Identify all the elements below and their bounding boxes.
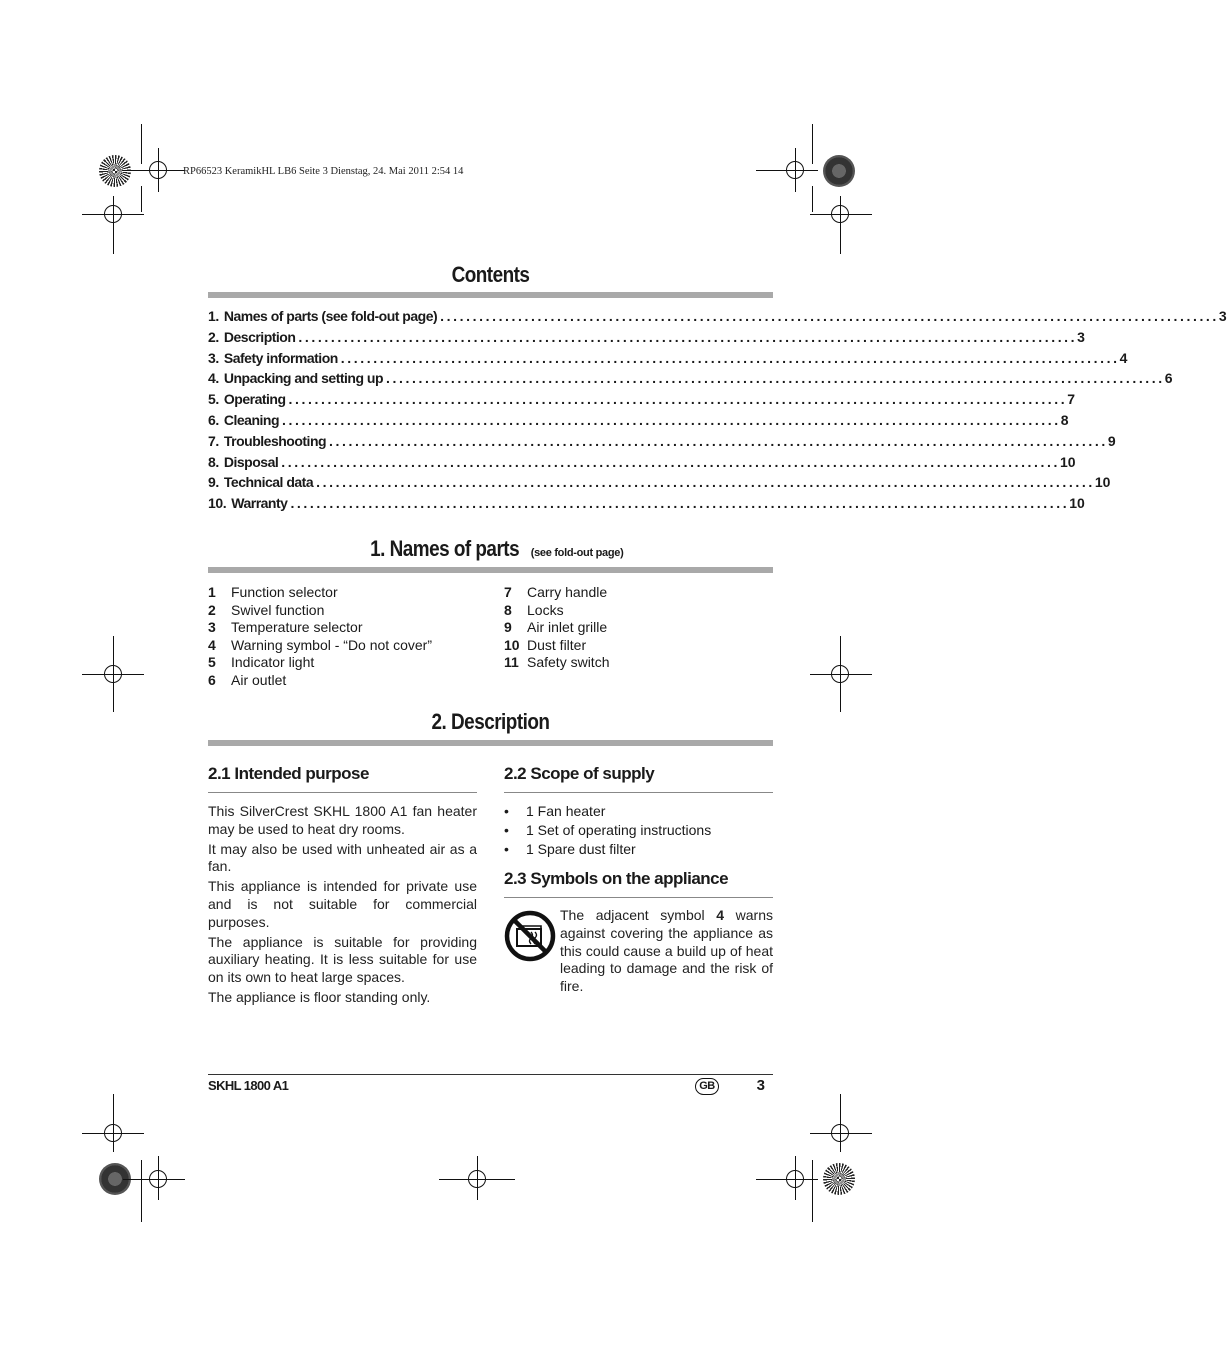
names-of-parts-title: 1. Names of parts xyxy=(369,536,519,561)
intended-purpose-paragraph: This appliance is intended for private use and is not suitable for commercial purposes. xyxy=(208,878,477,930)
part-number: 5 xyxy=(208,654,216,671)
toc-entry-title: Troubleshooting xyxy=(223,432,327,449)
part-number: 10 xyxy=(504,636,520,653)
scope-of-supply-item-label: 1 Set of operating instructions xyxy=(526,822,712,838)
toc-entry[interactable] xyxy=(208,328,1085,350)
symbols-text-start: The adjacent symbol xyxy=(560,907,717,923)
toc-entry-leader: ........................................................................................................................ xyxy=(316,474,1095,491)
symbol-number: 4 xyxy=(716,907,725,923)
toc-entry-number: 3. xyxy=(208,349,219,366)
part-number: 9 xyxy=(504,619,512,636)
toc-entry-page: 8 xyxy=(1060,411,1069,428)
registration-disc-icon xyxy=(823,155,855,187)
intended-purpose-paragraph: The appliance is floor standing only. xyxy=(208,988,431,1005)
scope-of-supply-item xyxy=(504,840,773,859)
toc-entry[interactable] xyxy=(208,411,1069,433)
table-of-contents xyxy=(208,308,1227,516)
parts-list-item xyxy=(208,619,488,637)
symbols-heading: 2.3 Symbols on the appliance xyxy=(504,869,729,888)
scope-of-supply-list xyxy=(504,802,773,859)
parts-list-item xyxy=(504,584,774,602)
toc-entry-leader: ........................................................................................................................ xyxy=(340,349,1120,366)
part-number: 3 xyxy=(208,619,216,636)
toc-entry-page: 3 xyxy=(1218,308,1227,324)
names-of-parts-heading xyxy=(208,536,773,562)
toc-entry[interactable] xyxy=(208,308,1227,329)
toc-entry-page: 7 xyxy=(1067,391,1076,408)
symbols-text xyxy=(560,907,773,996)
contents-divider xyxy=(208,292,773,298)
toc-entry-number: 10. xyxy=(208,495,227,512)
part-number: 11 xyxy=(504,654,519,671)
print-info-line: RP66523 KeramikHL LB6 Seite 3 Dienstag, 24. Mai 2011 2:54 14 xyxy=(183,166,464,177)
parts-list-right xyxy=(504,584,774,672)
toc-entry-leader: ........................................................................................................................ xyxy=(329,432,1108,449)
toc-entry[interactable] xyxy=(208,453,1076,475)
toc-entry-leader: ........................................................................................................................ xyxy=(440,308,1219,324)
parts-list-item xyxy=(208,637,488,655)
part-number: 4 xyxy=(208,636,216,653)
part-number: 1 xyxy=(208,584,216,600)
toc-entry-page: 4 xyxy=(1119,349,1128,366)
scope-of-supply-item-label: 1 Fan heater xyxy=(526,803,606,819)
toc-entry[interactable] xyxy=(208,370,1173,391)
language-badge: GB xyxy=(695,1078,719,1095)
toc-entry-page: 3 xyxy=(1077,328,1085,345)
toc-entry-page: 9 xyxy=(1107,432,1116,449)
footer-divider xyxy=(208,1074,773,1075)
toc-entry-leader: ........................................................................................................................ xyxy=(386,370,1165,387)
toc-entry-title: Description xyxy=(223,328,296,345)
bullet-icon: • xyxy=(504,841,509,857)
toc-entry-leader: ........................................................................................................................ xyxy=(290,495,1070,512)
part-label: Function selector xyxy=(231,584,338,600)
part-label: Dust filter xyxy=(527,636,587,653)
parts-list-item xyxy=(208,654,488,672)
parts-list-item xyxy=(504,654,774,672)
toc-entry-title: Technical data xyxy=(223,474,314,491)
toc-entry-leader: ........................................................................................................................ xyxy=(288,391,1068,408)
toc-entry-title: Warranty xyxy=(231,495,288,512)
toc-entry-title: Operating xyxy=(223,391,286,408)
toc-entry-number: 7. xyxy=(208,432,219,449)
parts-list-item xyxy=(208,672,488,690)
part-label: Swivel function xyxy=(231,601,325,618)
part-label: Indicator light xyxy=(231,654,315,671)
part-label: Temperature selector xyxy=(231,619,363,636)
intended-purpose-heading: 2.1 Intended purpose xyxy=(208,764,369,783)
toc-entry-page: 6 xyxy=(1164,370,1173,387)
parts-list-item xyxy=(504,637,774,655)
do-not-cover-icon xyxy=(504,910,556,962)
parts-list-left xyxy=(208,584,488,690)
part-label: Locks xyxy=(527,601,564,618)
toc-entry-title: Safety information xyxy=(223,349,338,366)
scope-of-supply-item-label: 1 Spare dust filter xyxy=(526,841,636,857)
toc-entry-title: Cleaning xyxy=(223,411,280,428)
registration-disc-icon xyxy=(99,155,131,187)
symbols-underline xyxy=(504,897,773,898)
toc-entry-number: 5. xyxy=(208,391,219,408)
part-number: 8 xyxy=(504,601,512,618)
scope-of-supply-heading: 2.2 Scope of supply xyxy=(504,764,655,783)
part-number: 2 xyxy=(208,601,216,618)
part-label: Carry handle xyxy=(527,584,608,600)
parts-list-item xyxy=(208,584,488,602)
toc-entry[interactable] xyxy=(208,495,1085,516)
intended-purpose-paragraph: The appliance is suitable for providing auxiliary heating. It is less suitable for use on its own to heat large spaces. xyxy=(208,933,477,986)
toc-entry-leader: ........................................................................................................................ xyxy=(281,453,1061,470)
toc-entry-title: Unpacking and setting up xyxy=(223,370,384,387)
contents-title: Contents xyxy=(451,262,530,287)
intended-purpose-text xyxy=(208,803,477,1009)
toc-entry-number: 6. xyxy=(208,411,219,428)
part-number: 7 xyxy=(504,584,512,600)
parts-list-item xyxy=(504,602,774,620)
toc-entry-leader: ........................................................................................................................ xyxy=(282,411,1061,428)
toc-entry-number: 9. xyxy=(208,474,219,491)
scope-of-supply-underline xyxy=(504,792,773,793)
toc-entry-number: 1. xyxy=(208,308,219,324)
toc-entry-leader: ........................................................................................................................ xyxy=(298,328,1078,345)
toc-entry-number: 4. xyxy=(208,370,219,387)
toc-entry-number: 8. xyxy=(208,453,219,470)
toc-entry[interactable] xyxy=(208,474,1111,495)
toc-entry-number: 2. xyxy=(208,328,219,345)
toc-entry-page: 10 xyxy=(1060,453,1076,470)
names-of-parts-note: (see fold-out page) xyxy=(530,547,624,559)
toc-entry[interactable] xyxy=(208,432,1116,454)
symbols-text-end: warns against covering the appliance as this could cause a build up of heat leading to damage and the risk of fire. xyxy=(560,907,774,995)
page-number: 3 xyxy=(756,1077,765,1094)
bullet-icon: • xyxy=(504,803,509,819)
toc-entry-page: 10 xyxy=(1069,495,1085,512)
scope-of-supply-item xyxy=(504,821,773,840)
part-label: Air outlet xyxy=(231,671,287,688)
intended-purpose-paragraph: It may also be used with unheated air as a fan. xyxy=(208,840,477,875)
registration-disc-icon xyxy=(823,1163,855,1195)
toc-entry[interactable] xyxy=(208,349,1128,371)
description-title: 2. Description xyxy=(431,709,550,734)
bullet-icon: • xyxy=(504,822,509,838)
toc-entry-title: Names of parts (see fold-out page) xyxy=(223,308,438,324)
intended-purpose-paragraph: This SilverCrest SKHL 1800 A1 fan heater may be used to heat dry rooms. xyxy=(208,803,477,837)
parts-list-item xyxy=(504,619,774,637)
toc-entry-page: 10 xyxy=(1094,474,1111,491)
part-number: 6 xyxy=(208,671,216,688)
intended-purpose-underline xyxy=(208,792,477,793)
part-label: Warning symbol - “Do not cover” xyxy=(231,636,432,653)
footer-model: SKHL 1800 A1 xyxy=(208,1078,289,1093)
parts-list-item xyxy=(208,602,488,620)
part-label: Safety switch xyxy=(527,654,610,671)
description-divider xyxy=(208,740,773,746)
names-of-parts-divider xyxy=(208,567,773,573)
scope-of-supply-item xyxy=(504,802,773,821)
toc-entry-title: Disposal xyxy=(223,453,279,470)
part-label: Air inlet grille xyxy=(527,619,608,636)
toc-entry[interactable] xyxy=(208,391,1076,412)
